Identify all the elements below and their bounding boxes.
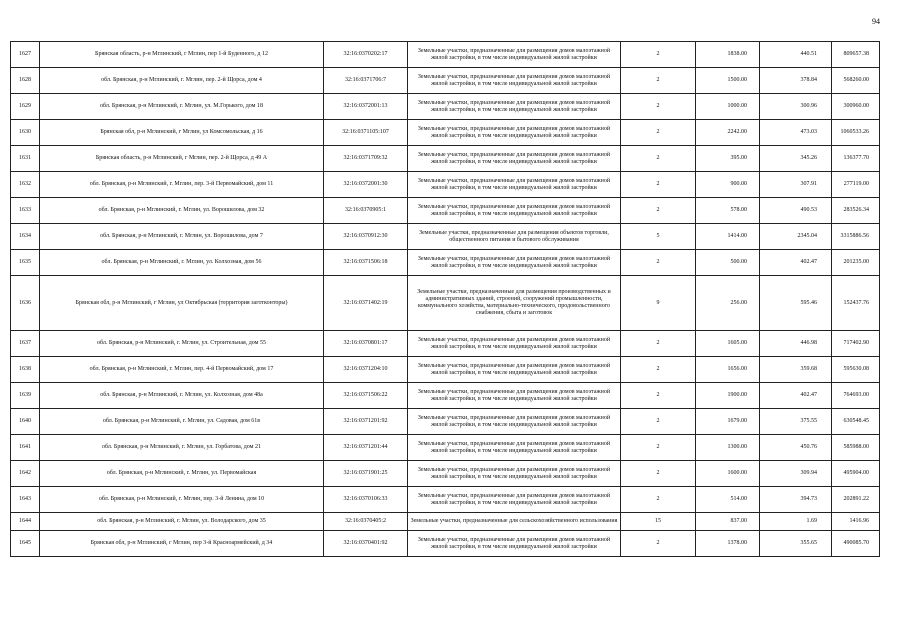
- area-cell: 256.00: [696, 276, 760, 331]
- row-number: 1629: [11, 94, 40, 120]
- row-number: 1641: [11, 435, 40, 461]
- cadastral-value-cell: 717402.90: [832, 331, 880, 357]
- address-cell: обл. Брянская, р-н Мглинский, г. Мглин, пер. 3-й Ленина, дом 10: [40, 487, 324, 513]
- address-cell: Брянская обл, р-н Мглинский, г Мглин, ул Октябрьская (территория заготконторы): [40, 276, 324, 331]
- use-group-cell: 2: [621, 68, 696, 94]
- cadastral-value-cell: 283526.34: [832, 198, 880, 224]
- row-number: 1628: [11, 68, 40, 94]
- use-group-cell: 2: [621, 487, 696, 513]
- cadastral-value-cell: 568260.00: [832, 68, 880, 94]
- permitted-use-cell: Земельные участки, предназначенные для размещения домов малоэтажной жилой застройки, в том числе индивидуальной жилой застройки: [408, 68, 621, 94]
- specific-value-cell: 402.47: [760, 383, 832, 409]
- address-cell: обл. Брянская, р-н Мглинский, г. Мглин, ул. Первомайская: [40, 461, 324, 487]
- use-group-cell: 15: [621, 513, 696, 531]
- use-group-cell: 2: [621, 461, 696, 487]
- permitted-use-cell: Земельные участки, предназначенные для размещения домов малоэтажной жилой застройки, в том числе индивидуальной жилой застройки: [408, 198, 621, 224]
- cadastral-number-cell: 32:16:0370106:33: [324, 487, 408, 513]
- cadastral-number-cell: 32:16:0370202:17: [324, 42, 408, 68]
- cadastral-value-cell: 1416.96: [832, 513, 880, 531]
- permitted-use-cell: Земельные участки, предназначенные для размещения домов малоэтажной жилой застройки, в том числе индивидуальной жилой застройки: [408, 435, 621, 461]
- address-cell: Брянская обл, р-н Мглинский, г Мглин, пер 3-й Красноармейский, д 34: [40, 531, 324, 557]
- cadastral-value-cell: 1060533.26: [832, 120, 880, 146]
- use-group-cell: 2: [621, 146, 696, 172]
- use-group-cell: 2: [621, 383, 696, 409]
- table-row: [11, 250, 880, 276]
- area-cell: 1500.00: [696, 68, 760, 94]
- permitted-use-cell: Земельные участки, предназначенные для размещения домов малоэтажной жилой застройки, в том числе индивидуальной жилой застройки: [408, 357, 621, 383]
- row-number: 1640: [11, 409, 40, 435]
- area-cell: 578.00: [696, 198, 760, 224]
- cadastral-number-cell: 32:16:0371201:44: [324, 435, 408, 461]
- table-row: [11, 276, 880, 331]
- address-cell: обл. Брянская, р-н Мглинский, г. Мглин, ул. Строительная, дом 55: [40, 331, 324, 357]
- use-group-cell: 2: [621, 409, 696, 435]
- cadastral-value-cell: 202891.22: [832, 487, 880, 513]
- row-number: 1643: [11, 487, 40, 513]
- use-group-cell: 2: [621, 42, 696, 68]
- cadastral-value-cell: 495904.00: [832, 461, 880, 487]
- use-group-cell: 2: [621, 435, 696, 461]
- specific-value-cell: 378.84: [760, 68, 832, 94]
- cadastral-value-cell: 3315886.56: [832, 224, 880, 250]
- address-cell: Брянская область, р-н Мглинский, г Мглин, пер 1-й Буденного, д 12: [40, 42, 324, 68]
- specific-value-cell: 473.03: [760, 120, 832, 146]
- area-cell: 1300.00: [696, 435, 760, 461]
- cadastral-value-cell: 595630.08: [832, 357, 880, 383]
- address-cell: обл. Брянская, р-н Мглинский, г. Мглин, пер. 2-й Щорса, дом 4: [40, 68, 324, 94]
- table-row: [11, 146, 880, 172]
- row-number: 1645: [11, 531, 40, 557]
- cadastral-number-cell: 32:16:0370801:17: [324, 331, 408, 357]
- address-cell: обл. Брянская, р-н Мглинский, г. Мглин, пер. 4-й Первомайский, дом 17: [40, 357, 324, 383]
- cadastral-number-cell: 32:16:0371506:22: [324, 383, 408, 409]
- specific-value-cell: 490.53: [760, 198, 832, 224]
- use-group-cell: 2: [621, 357, 696, 383]
- cadastral-number-cell: 32:16:0370905:1: [324, 198, 408, 224]
- permitted-use-cell: Земельные участки, предназначенные для размещения домов малоэтажной жилой застройки, в том числе индивидуальной жилой застройки: [408, 409, 621, 435]
- table-row: [11, 435, 880, 461]
- area-cell: 1605.00: [696, 331, 760, 357]
- cadastral-number-cell: 32:16:0370401:92: [324, 531, 408, 557]
- cadastral-number-cell: 32:16:0371204:10: [324, 357, 408, 383]
- cadastral-number-cell: 32:16:0372001:13: [324, 94, 408, 120]
- use-group-cell: 2: [621, 198, 696, 224]
- cadastral-number-cell: 32:16:0371506:18: [324, 250, 408, 276]
- cadastral-number-cell: 32:16:0371105:107: [324, 120, 408, 146]
- area-cell: 1414.00: [696, 224, 760, 250]
- row-number: 1635: [11, 250, 40, 276]
- cadastral-number-cell: 32:16:0370405:2: [324, 513, 408, 531]
- cadastral-number-cell: 32:16:0370912:30: [324, 224, 408, 250]
- specific-value-cell: 345.26: [760, 146, 832, 172]
- cadastral-value-cell: 136377.70: [832, 146, 880, 172]
- specific-value-cell: 2345.04: [760, 224, 832, 250]
- address-cell: обл. Брянская, р-н Мглинский, г. Мглин, ул. Колхозная, дом 56: [40, 250, 324, 276]
- table-row: [11, 42, 880, 68]
- permitted-use-cell: Земельные участки, предназначенные для сельскохозяйственного использования: [408, 513, 621, 531]
- cadastral-number-cell: 32:16:0371901:25: [324, 461, 408, 487]
- area-cell: 1600.00: [696, 461, 760, 487]
- address-cell: обл. Брянская, р-н Мглинский, г. Мглин, ул. Горбатова, дом 21: [40, 435, 324, 461]
- permitted-use-cell: Земельные участки, предназначенные для размещения домов малоэтажной жилой застройки, в том числе индивидуальной жилой застройки: [408, 94, 621, 120]
- table-row: [11, 531, 880, 557]
- table-row: [11, 68, 880, 94]
- cadastral-value-cell: 585988.00: [832, 435, 880, 461]
- use-group-cell: 2: [621, 172, 696, 198]
- row-number: 1627: [11, 42, 40, 68]
- cadastral-value-cell: 490085.70: [832, 531, 880, 557]
- permitted-use-cell: Земельные участки, предназначенные для размещения производственных и административных зданий, строений, сооружений промышленности, коммунального хозяйства, материально-технического, продовольственного снабжения, сбыта и заготовок: [408, 276, 621, 331]
- specific-value-cell: 375.55: [760, 409, 832, 435]
- cadastral-number-cell: 32:16:0371402:19: [324, 276, 408, 331]
- table-row: [11, 331, 880, 357]
- use-group-cell: 2: [621, 94, 696, 120]
- permitted-use-cell: Земельные участки, предназначенные для размещения домов малоэтажной жилой застройки, в том числе индивидуальной жилой застройки: [408, 383, 621, 409]
- table-row: [11, 357, 880, 383]
- row-number: 1633: [11, 198, 40, 224]
- address-cell: обл. Брянская, р-н Мглинский, г. Мглин, ул. Ворошилова, дом 7: [40, 224, 324, 250]
- row-number: 1631: [11, 146, 40, 172]
- cadastral-value-table: [10, 41, 880, 557]
- area-cell: 395.00: [696, 146, 760, 172]
- specific-value-cell: 440.51: [760, 42, 832, 68]
- permitted-use-cell: Земельные участки, предназначенные для размещения домов малоэтажной жилой застройки, в том числе индивидуальной жилой застройки: [408, 146, 621, 172]
- permitted-use-cell: Земельные участки, предназначенные для размещения домов малоэтажной жилой застройки, в том числе индивидуальной жилой застройки: [408, 487, 621, 513]
- permitted-use-cell: Земельные участки, предназначенные для размещения домов малоэтажной жилой застройки, в том числе индивидуальной жилой застройки: [408, 120, 621, 146]
- use-group-cell: 5: [621, 224, 696, 250]
- table-row: [11, 409, 880, 435]
- row-number: 1644: [11, 513, 40, 531]
- use-group-cell: 9: [621, 276, 696, 331]
- table-row: [11, 383, 880, 409]
- address-cell: обл. Брянская, р-н Мглинский, г. Мглин, пер. 3-й Первомайский, дом 11: [40, 172, 324, 198]
- table-row: [11, 198, 880, 224]
- table-row: [11, 487, 880, 513]
- specific-value-cell: 446.98: [760, 331, 832, 357]
- row-number: 1634: [11, 224, 40, 250]
- specific-value-cell: 595.46: [760, 276, 832, 331]
- area-cell: 900.00: [696, 172, 760, 198]
- specific-value-cell: 309.94: [760, 461, 832, 487]
- cadastral-value-cell: 152437.76: [832, 276, 880, 331]
- cadastral-number-cell: 32:16:0371706:7: [324, 68, 408, 94]
- permitted-use-cell: Земельные участки, предназначенные для размещения домов малоэтажной жилой застройки, в том числе индивидуальной жилой застройки: [408, 42, 621, 68]
- table-row: [11, 94, 880, 120]
- cadastral-number-cell: 32:16:0372001:30: [324, 172, 408, 198]
- use-group-cell: 2: [621, 250, 696, 276]
- row-number: 1630: [11, 120, 40, 146]
- table-row: [11, 172, 880, 198]
- area-cell: 837.00: [696, 513, 760, 531]
- page-number: 94: [872, 17, 880, 26]
- specific-value-cell: 359.68: [760, 357, 832, 383]
- permitted-use-cell: Земельные участки, предназначенные для размещения объектов торговли, общественного питания и бытового обслуживания: [408, 224, 621, 250]
- cadastral-number-cell: 32:16:0371709:32: [324, 146, 408, 172]
- address-cell: обл. Брянская, р-н Мглинский, г. Мглин, ул. Садовая, дом 61в: [40, 409, 324, 435]
- cadastral-value-cell: 277119.00: [832, 172, 880, 198]
- permitted-use-cell: Земельные участки, предназначенные для размещения домов малоэтажной жилой застройки, в том числе индивидуальной жилой застройки: [408, 250, 621, 276]
- specific-value-cell: 307.91: [760, 172, 832, 198]
- address-cell: обл. Брянская, р-н Мглинский, г. Мглин, ул. Колхозная, дом 48а: [40, 383, 324, 409]
- use-group-cell: 2: [621, 331, 696, 357]
- use-group-cell: 2: [621, 120, 696, 146]
- row-number: 1632: [11, 172, 40, 198]
- area-cell: 1838.00: [696, 42, 760, 68]
- permitted-use-cell: Земельные участки, предназначенные для размещения домов малоэтажной жилой застройки, в том числе индивидуальной жилой застройки: [408, 331, 621, 357]
- area-cell: 2242.00: [696, 120, 760, 146]
- specific-value-cell: 402.47: [760, 250, 832, 276]
- cadastral-value-cell: 764693.00: [832, 383, 880, 409]
- area-cell: 514.00: [696, 487, 760, 513]
- area-cell: 1656.00: [696, 357, 760, 383]
- area-cell: 1900.00: [696, 383, 760, 409]
- cadastral-value-cell: 201235.00: [832, 250, 880, 276]
- cadastral-number-cell: 32:16:0371201:92: [324, 409, 408, 435]
- table-row: [11, 224, 880, 250]
- table-row: [11, 120, 880, 146]
- area-cell: 1378.00: [696, 531, 760, 557]
- area-cell: 1000.00: [696, 94, 760, 120]
- cadastral-value-cell: 300960.00: [832, 94, 880, 120]
- address-cell: обл. Брянская, р-н Мглинский, г. Мглин, ул. Володарского, дом 35: [40, 513, 324, 531]
- specific-value-cell: 355.65: [760, 531, 832, 557]
- specific-value-cell: 394.73: [760, 487, 832, 513]
- address-cell: Брянская обл, р-н Мглинский, г Мглин, ул Комсомольская, д 16: [40, 120, 324, 146]
- row-number: 1637: [11, 331, 40, 357]
- table-row: [11, 461, 880, 487]
- area-cell: 500.00: [696, 250, 760, 276]
- row-number: 1642: [11, 461, 40, 487]
- specific-value-cell: 300.96: [760, 94, 832, 120]
- row-number: 1636: [11, 276, 40, 331]
- address-cell: обл. Брянская, р-н Мглинский, г. Мглин, ул. Ворошилова, дом 32: [40, 198, 324, 224]
- use-group-cell: 2: [621, 531, 696, 557]
- cadastral-value-cell: 809657.38: [832, 42, 880, 68]
- permitted-use-cell: Земельные участки, предназначенные для размещения домов малоэтажной жилой застройки, в том числе индивидуальной жилой застройки: [408, 461, 621, 487]
- address-cell: Брянская область, р-н Мглинский, г Мглин, пер. 2-й Щорса, д 49 А: [40, 146, 324, 172]
- cadastral-value-cell: 630548.45: [832, 409, 880, 435]
- permitted-use-cell: Земельные участки, предназначенные для размещения домов малоэтажной жилой застройки, в том числе индивидуальной жилой застройки: [408, 172, 621, 198]
- address-cell: обл. Брянская, р-н Мглинский, г. Мглин, ул. М.Горького, дом 18: [40, 94, 324, 120]
- row-number: 1639: [11, 383, 40, 409]
- table-body: [11, 42, 880, 557]
- row-number: 1638: [11, 357, 40, 383]
- specific-value-cell: 1.69: [760, 513, 832, 531]
- table-row: [11, 513, 880, 531]
- permitted-use-cell: Земельные участки, предназначенные для размещения домов малоэтажной жилой застройки, в том числе индивидуальной жилой застройки: [408, 531, 621, 557]
- specific-value-cell: 450.76: [760, 435, 832, 461]
- area-cell: 1679.00: [696, 409, 760, 435]
